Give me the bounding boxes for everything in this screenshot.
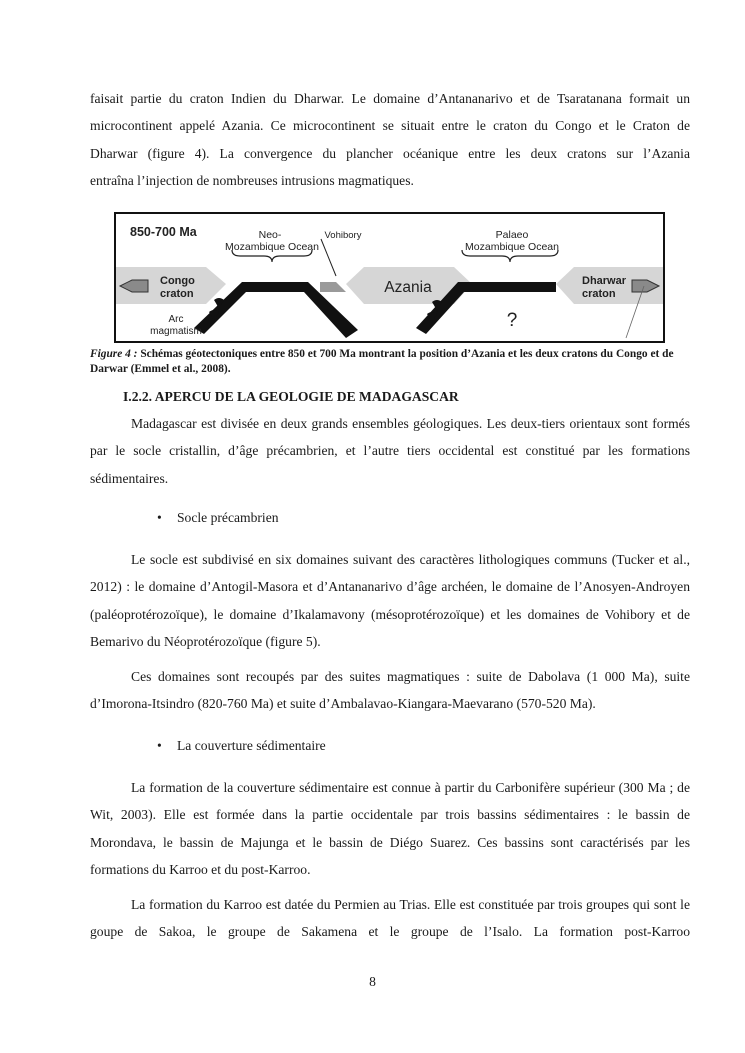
congo-label-2: craton (160, 288, 194, 300)
bullet-label: La couverture sédimentaire (177, 738, 326, 753)
arc-label-1: Arc (168, 314, 184, 325)
paragraph-3: Ces domaines sont recoupés par des suites magmatiques : suite de Dabolava (1 000 Ma), suite d’Imorona-Itsindro (820-760 Ma) et suite d’Ambalavao-Kiangara-Maevarano (570-520 Ma). (90, 669, 690, 712)
intro-line: faisait partie du craton Indien du Dharwar. Le domaine d’Antananarivo et de Tsaratanana formait un (90, 91, 690, 106)
palaeo-ocean-label-1: Palaeo (495, 229, 529, 241)
paragraph-1: Madagascar est divisée en deux grands ensembles géologiques. Les deux-tiers orientaux sont formés par le socle cristallin, d’âge précambrien, et l’autre tiers occidental est constitué par les formations sédimentaires. (90, 416, 690, 486)
neo-ocean-label-1: Neo- (258, 229, 282, 241)
figure-age-label: 850-700 Ma (130, 225, 197, 239)
caption-label: Figure 4 : (90, 348, 138, 360)
bullet-label: Socle précambrien (177, 510, 279, 525)
paragraph-2: Le socle est subdivisé en six domaines suivant des caractères lithologiques communs (Tucker et al., 2012) : le domaine d’Antogil-Masora et d’Antananarivo d’âge archéen, le domaine de l’Anosyen-Androyen (paléoprotérozoïque), le domaine d’Ikalamavony (mésoprotérozoïque) et les domaines de Vohibory et de Bemarivo du Néoprotérozoïque (figure 5). (90, 552, 690, 649)
question-mark: ? (506, 310, 518, 331)
paragraph-5: La formation du Karroo est datée du Permien au Trias. Elle est constituée par trois groupes qui sont le goupe de Sakoa, le groupe de Sakamena et le groupe de l’Isalo. La formation post-Karroo (90, 897, 690, 940)
dharwar-label-2: craton (582, 288, 616, 300)
dharwar-label-1: Dharwar (582, 275, 627, 287)
bullet-socle (157, 508, 279, 528)
bullet-icon: • (157, 510, 162, 525)
bullet-couverture (157, 736, 326, 756)
paragraph-4: La formation de la couverture sédimentaire est connue à partir du Carbonifère supérieur (300 Ma ; de Wit, 2003). Elle est formée dans la partie occidentale par trois bassins sédimentaires : le bassin de Morondava, le bassin de Majunga et le bassin de Diégo Suarez. Ces bassins sont caractérisés par les formations du Karroo et du post-Karroo. (90, 780, 690, 877)
neo-ocean-label-2: Mozambique Ocean (225, 241, 319, 253)
figure-4-diagram (114, 212, 665, 343)
azania-label: Azania (384, 279, 432, 296)
palaeo-ocean-label-2: Mozambique Ocean (465, 241, 559, 253)
intro-paragraph (90, 85, 690, 194)
bullet-icon: • (157, 738, 162, 753)
arc-label-2: magmatism (150, 326, 202, 337)
geotectonic-schema (114, 212, 665, 343)
vohibory-label: Vohibory (324, 230, 362, 241)
caption-text: Schémas géotectoniques entre 850 et 700 Ma montrant la position d’Azania et les deux cratons du Congo et de Darwar (Emmel et al., 2008). (90, 348, 674, 375)
intro-line: microcontinent appelé Azania. Ce microcontinent se situait entre le craton du Congo et le Craton de (90, 118, 690, 134)
congo-label-1: Congo (160, 275, 195, 287)
intro-line: Dharwar (figure 4). La convergence du plancher océanique entre les deux cratons sur l’Azania (90, 145, 690, 161)
page-number: 8 (369, 974, 376, 989)
figure-caption (90, 347, 692, 376)
section-heading: I.2.2. APERCU DE LA GEOLOGIE DE MADAGASCAR (123, 389, 459, 404)
intro-line: entraîna l’injection de nombreuses intrusions magmatiques. (90, 172, 414, 188)
